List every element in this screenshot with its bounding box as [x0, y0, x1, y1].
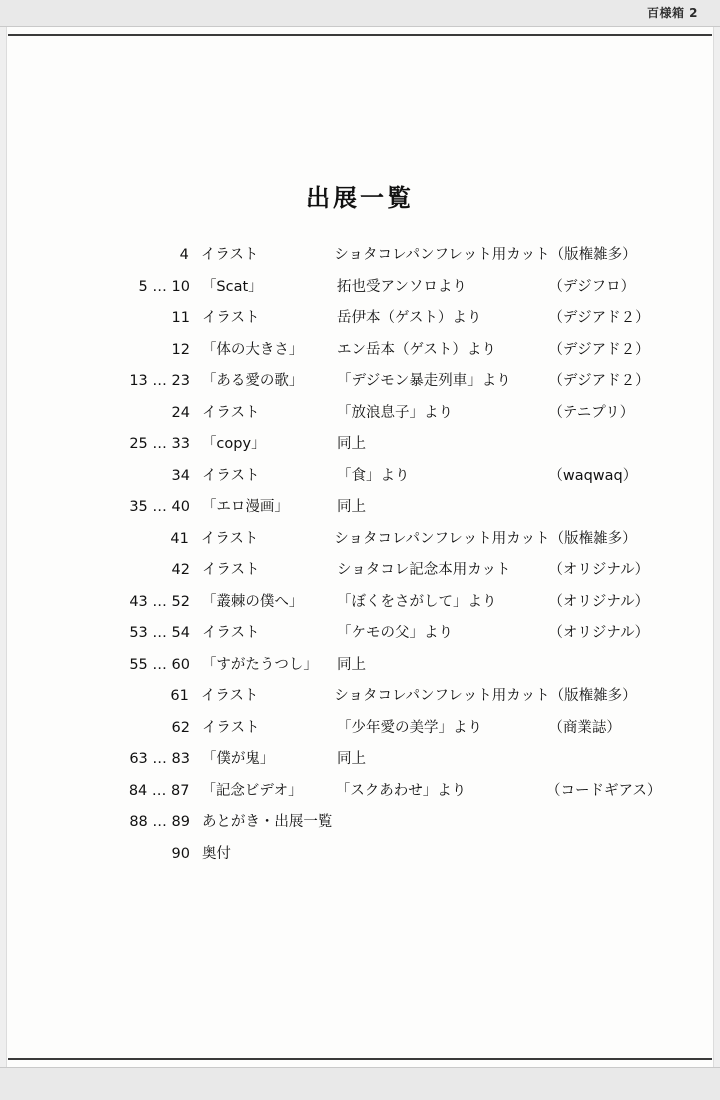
cell-pages: 88 … 89 [129, 814, 190, 830]
table-row [96, 716, 656, 748]
cell-source: 拓也受アンソロより [336, 278, 467, 295]
cell-kind: 「すがたうつし」 [201, 656, 318, 673]
cell-kind: 「叢棘の僕へ」 [201, 593, 304, 610]
cell-origin: （版権雑多） [549, 247, 637, 263]
cell-origin: （コードギアス） [545, 782, 662, 799]
cell-kind: 「僕が鬼」 [201, 751, 275, 767]
cell-kind: あとがき・出展一覧 [201, 814, 333, 830]
cell-pages: 90 [171, 845, 190, 862]
cell-kind: イラスト [201, 310, 260, 326]
cell-kind: 「エロ漫画」 [201, 499, 289, 515]
cell-pages: 63 … 83 [129, 751, 190, 767]
cell-source: 同上 [336, 436, 366, 452]
table-row [96, 621, 656, 653]
cell-source: 同上 [336, 656, 366, 673]
cell-pages: 25 … 33 [129, 436, 190, 452]
cell-pages: 11 [171, 310, 190, 326]
table-row [96, 464, 656, 496]
cell-pages: 35 … 40 [129, 499, 190, 515]
cell-pages: 4 [179, 247, 189, 263]
table-row [96, 653, 656, 685]
table-row [96, 306, 656, 338]
table-row [96, 432, 656, 464]
cell-kind: イラスト [200, 530, 259, 547]
table-row [96, 810, 656, 842]
cell-origin: （デジアド２） [548, 373, 650, 389]
table-row [96, 684, 656, 716]
cell-kind: イラスト [201, 467, 260, 484]
cell-pages: 62 [171, 719, 190, 736]
table-row [96, 401, 656, 433]
cell-pages: 13 … 23 [129, 373, 190, 389]
footer-rule [8, 1058, 712, 1060]
table-row [96, 590, 656, 622]
cell-source: 「少年愛の美学」より [336, 719, 482, 736]
header-rule [8, 34, 712, 36]
cell-pages: 53 … 54 [129, 625, 190, 641]
cell-pages: 55 … 60 [129, 656, 190, 673]
cell-source: ショタコレパンフレット用カット [334, 530, 550, 547]
cell-kind: 「copy」 [201, 436, 266, 452]
cell-origin: （デジアド２） [548, 341, 650, 358]
cell-source: 「ケモの父」より [336, 625, 453, 641]
page-edge-left [0, 0, 7, 1100]
cell-origin: （版権雑多） [549, 688, 637, 704]
cell-source: 「スクあわせ」より [335, 782, 467, 799]
table-row [96, 338, 656, 370]
credits-table [96, 243, 662, 873]
cell-kind: イラスト [201, 404, 260, 421]
cell-origin: （オリジナル） [548, 593, 650, 610]
cell-source: ショタコレパンフレット用カット [334, 688, 550, 704]
table-row [96, 369, 656, 401]
cell-source: 「放浪息子」より [336, 404, 453, 421]
cell-kind: 「記念ビデオ」 [201, 782, 303, 799]
cell-source: 「ぼくをさがして」より [336, 593, 497, 610]
cell-pages: 84 … 87 [128, 782, 190, 799]
cell-origin: （オリジナル） [548, 562, 650, 578]
page-title: 出展一覧 [306, 184, 414, 212]
table-row [96, 243, 656, 275]
cell-source: 同上 [336, 751, 366, 767]
cell-kind: 「Scat」 [201, 278, 263, 295]
cell-pages: 41 [170, 530, 189, 547]
table-row [96, 842, 656, 874]
table-row [96, 495, 656, 527]
cell-kind: 「ある愛の歌」 [201, 373, 304, 389]
cell-source: 「デジモン暴走列車」より [336, 373, 511, 389]
cell-origin: （waqwaq） [548, 467, 638, 484]
cell-origin: （デジフロ） [548, 278, 636, 295]
cell-pages: 24 [171, 404, 190, 421]
cell-pages: 34 [171, 467, 190, 484]
cell-pages: 43 … 52 [129, 593, 190, 610]
cell-origin: （商業誌） [548, 719, 621, 736]
cell-source: 岳伊本（ゲスト）より [336, 310, 482, 326]
cell-kind: 奥付 [201, 845, 231, 862]
table-row [96, 747, 656, 779]
cell-kind: 「体の大きさ」 [201, 341, 304, 358]
table-row [96, 527, 656, 559]
cell-kind: イラスト [200, 688, 259, 704]
cell-source: 同上 [336, 499, 366, 515]
cell-kind: イラスト [201, 719, 260, 736]
cell-pages: 61 [170, 688, 189, 704]
cell-pages: 42 [171, 562, 190, 578]
running-title: 百様箱 2 [646, 6, 698, 20]
table-row [96, 275, 656, 307]
cell-kind: イラスト [201, 625, 260, 641]
cell-source: エン岳本（ゲスト）より [336, 341, 496, 358]
table-row [96, 558, 656, 590]
cell-pages: 12 [171, 341, 190, 358]
cell-origin: （デジアド２） [548, 310, 650, 326]
cell-source: ショタコレ記念本用カット [336, 562, 511, 578]
cell-source: 「食」より [336, 467, 410, 484]
cell-pages: 5 … 10 [138, 278, 190, 295]
cell-origin: （テニプリ） [548, 404, 635, 421]
cell-kind: イラスト [201, 562, 260, 578]
page-edge-right [713, 0, 720, 1100]
cell-kind: イラスト [200, 247, 259, 263]
cell-source: ショタコレパンフレット用カット [334, 247, 550, 263]
header-band [0, 0, 720, 27]
table-row [96, 779, 662, 811]
cell-origin: （オリジナル） [548, 625, 650, 641]
cell-origin: （版権雑多） [549, 530, 637, 547]
footer-band [0, 1067, 720, 1100]
